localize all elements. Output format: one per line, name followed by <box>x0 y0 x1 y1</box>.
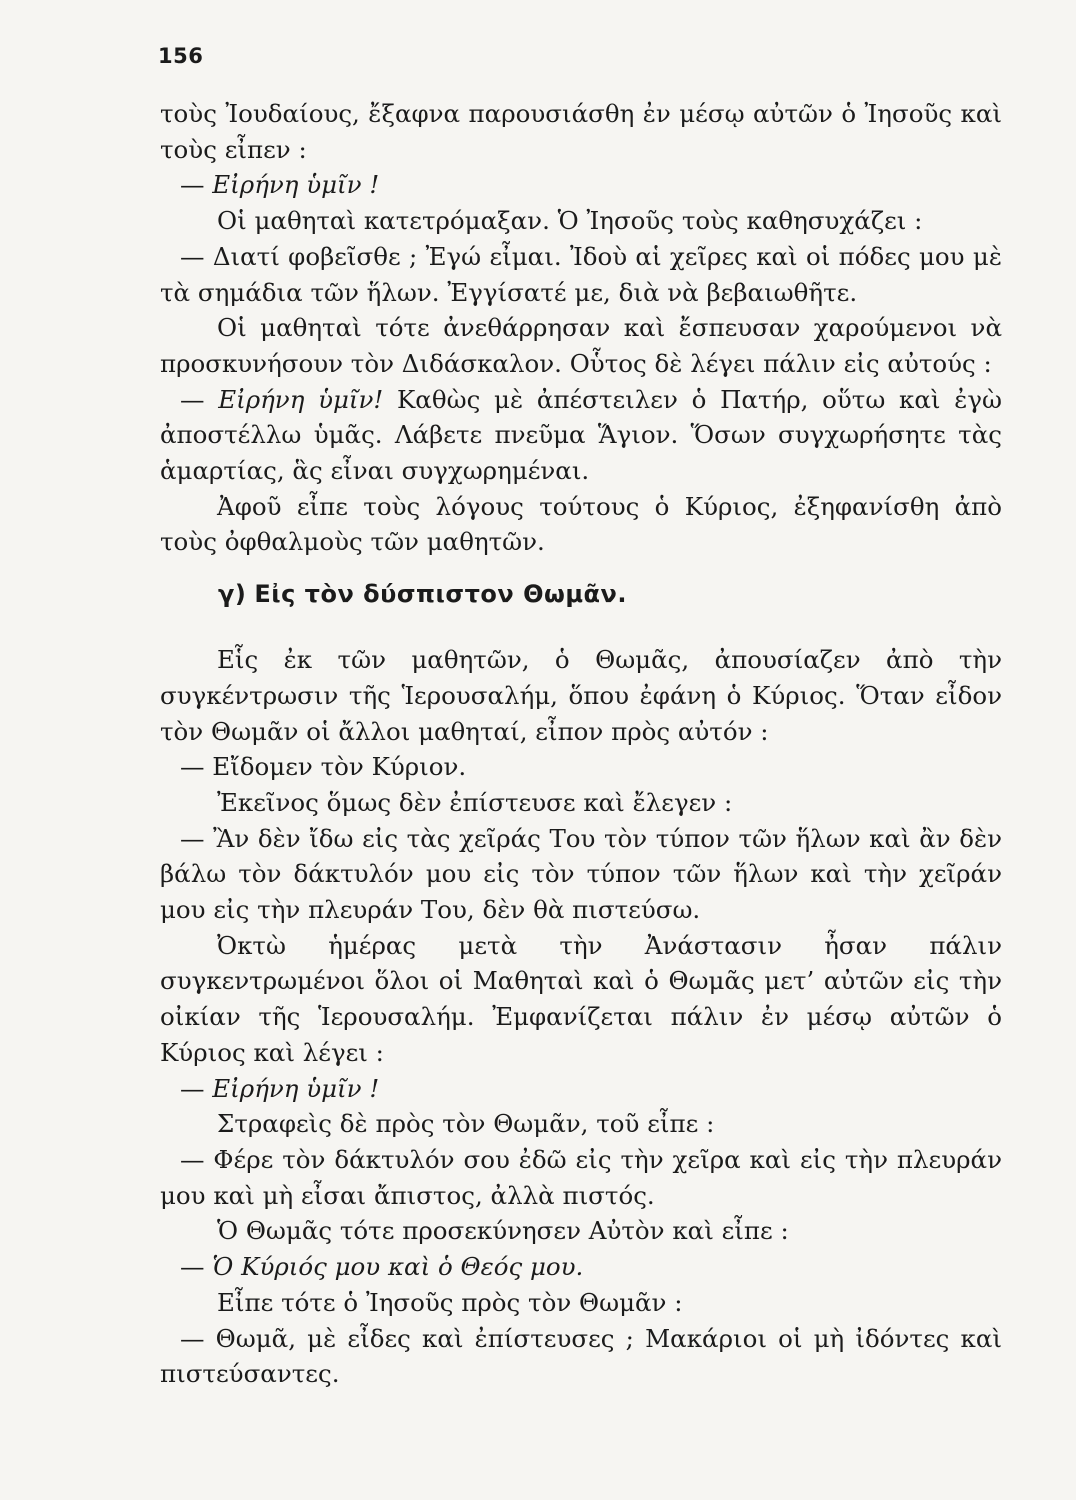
paragraphs-after-heading <box>160 642 1002 1392</box>
dialogue-text: Εἴδομεν τὸν Κύριον. <box>212 752 467 782</box>
paragraphs-before-heading <box>160 96 1002 560</box>
narrative-paragraph <box>160 489 1002 560</box>
narrative-paragraph <box>160 203 1002 239</box>
dialogue-dash: — <box>180 241 205 271</box>
dialogue-dash: — <box>180 1073 205 1103</box>
paragraph-text: Ἐκεῖνος ὅμως δὲν ἐπίστευσε καὶ ἔλεγεν : <box>217 787 733 817</box>
dialogue-text: Καθὼς μὲ ἀπέστειλεν ὁ Πατήρ, οὕτω καὶ ἐγὼ ἀποστέλλω ὑμᾶς. Λάβετε πνεῦμα Ἅγιον. Ὅσων συγχωρήσητε τὰς ἁμαρτίας, ἃς εἶναι συγχωρημέναι. <box>160 384 1002 486</box>
narrative-paragraph <box>160 1106 1002 1142</box>
page-text <box>160 96 1002 1392</box>
paragraph-text: Στραφεὶς δὲ πρὸς τὸν Θωμᾶν, τοῦ εἶπε : <box>217 1109 715 1139</box>
italic-quote: Εἰρήνη ὑμῖν ! <box>212 1073 380 1103</box>
dialogue-dash: — <box>180 752 205 782</box>
paragraph-text: Ὁ Θωμᾶς τότε προσεκύνησεν Αὐτὸν καὶ εἶπε : <box>217 1216 789 1246</box>
dialogue-text: Ἂν δὲν ἴδω εἰς τὰς χεῖράς Του τὸν τύπον τῶν ἥλων καὶ ἂν δὲν βάλω τὸν δάκτυλόν μου εἰς τὸν τύπον τῶν ἥλων καὶ τὴν χεῖράν μου εἰς τὴν πλευράν Του, δὲν θὰ πιστεύσω. <box>160 823 1002 925</box>
paragraph-text: Οἱ μαθηταὶ κατετρόμαξαν. Ὁ Ἰησοῦς τοὺς καθησυχάζει : <box>217 206 923 236</box>
dialogue-line <box>160 1071 1002 1107</box>
dialogue-dash: — <box>180 384 205 414</box>
italic-quote: Ὁ Κύριός μου καὶ ὁ Θεός μου. <box>212 1252 584 1282</box>
section-label: γ) <box>218 580 247 609</box>
paragraph-text: Εἷς ἐκ τῶν μαθητῶν, ὁ Θωμᾶς, ἀπουσίαζεν ἀπὸ τὴν συγκέντρωσιν τῆς Ἱερουσαλήμ, ὅπου ἐφάνη ὁ Κύριος. Ὅταν εἶδον τὸν Θωμᾶν οἱ ἄλλοι μαθηταί, εἶπον πρὸς αὐτόν : <box>160 645 1002 746</box>
paragraph-continuation <box>160 96 1002 167</box>
dialogue-text: Διατί φοβεῖσθε ; Ἐγώ εἶμαι. Ἰδοὺ αἱ χεῖρες καὶ οἱ πόδες μου μὲ τὰ σημάδια τῶν ἥλων. Ἐγγίσατέ με, διὰ νὰ βεβαιωθῆτε. <box>160 241 1002 307</box>
dialogue-line <box>160 167 1002 203</box>
dialogue-text: Θωμᾶ, μὲ εἶδες καὶ ἐπίστευσες ; Μακάριοι οἱ μὴ ἰδόντες καὶ πιστεύσαντες. <box>160 1323 1002 1389</box>
dialogue-line <box>160 1321 1002 1392</box>
dialogue-dash: — <box>180 170 205 200</box>
dialogue-text: Φέρε τὸν δάκτυλόν σου ἐδῶ εἰς τὴν χεῖρα καὶ εἰς τὴν πλευράν μου καὶ μὴ εἶσαι ἄπιστος, ἀλλὰ πιστός. <box>160 1144 1002 1210</box>
narrative-paragraph <box>160 1285 1002 1321</box>
section-title: Εἰς τὸν δύσπιστον Θωμᾶν. <box>254 580 627 609</box>
narrative-paragraph <box>160 310 1002 381</box>
italic-quote: Εἰρήνη ὑμῖν ! <box>212 170 380 200</box>
narrative-paragraph <box>160 1213 1002 1249</box>
paragraph-text: Ἀφοῦ εἶπε τοὺς λόγους τούτους ὁ Κύριος, ἐξηφανίσθη ἀπὸ τοὺς ὀφθαλμοὺς τῶν μαθητῶν. <box>160 491 1002 557</box>
italic-quote: Εἰρήνη ὑμῖν! <box>218 384 384 414</box>
dialogue-dash: — <box>180 1323 205 1353</box>
paragraph-text: τοὺς Ἰουδαίους, ἔξαφνα παρουσιάσθη ἐν μέσῳ αὐτῶν ὁ Ἰησοῦς καὶ τοὺς εἶπεν : <box>160 99 1002 164</box>
dialogue-line <box>160 821 1002 928</box>
dialogue-line <box>160 749 1002 785</box>
narrative-paragraph <box>160 785 1002 821</box>
dialogue-dash: — <box>180 1252 205 1282</box>
dialogue-line <box>160 382 1002 489</box>
paragraph-text: Ὀκτὼ ἡμέρας μετὰ τὴν Ἀνάστασιν ἦσαν πάλιν συγκεντρωμένοι ὅλοι οἱ Μαθηταὶ καὶ ὁ Θωμᾶς μετ’ αὐτῶν εἰς τὴν οἰκίαν τῆς Ἱερουσαλήμ. Ἐμφανίζεται πάλιν ἐν μέσῳ αὐτῶν ὁ Κύριος καὶ λέγει : <box>160 930 1002 1067</box>
narrative-paragraph <box>160 928 1002 1071</box>
dialogue-line <box>160 239 1002 310</box>
dialogue-line <box>160 1142 1002 1213</box>
dialogue-dash: — <box>180 823 205 853</box>
section-heading <box>160 576 1002 612</box>
dialogue-line <box>160 1249 1002 1285</box>
paragraph-text: Εἶπε τότε ὁ Ἰησοῦς πρὸς τὸν Θωμᾶν : <box>217 1287 683 1317</box>
page-number: 156 <box>158 44 204 68</box>
narrative-paragraph <box>160 642 1002 749</box>
paragraph-text: Οἱ μαθηταὶ τότε ἀνεθάρρησαν καὶ ἔσπευσαν χαρούμενοι νὰ προσκυνήσουν τὸν Διδάσκαλον. Οὗτος δὲ λέγει πάλιν εἰς αὐτούς : <box>160 313 1002 378</box>
dialogue-dash: — <box>180 1144 205 1174</box>
